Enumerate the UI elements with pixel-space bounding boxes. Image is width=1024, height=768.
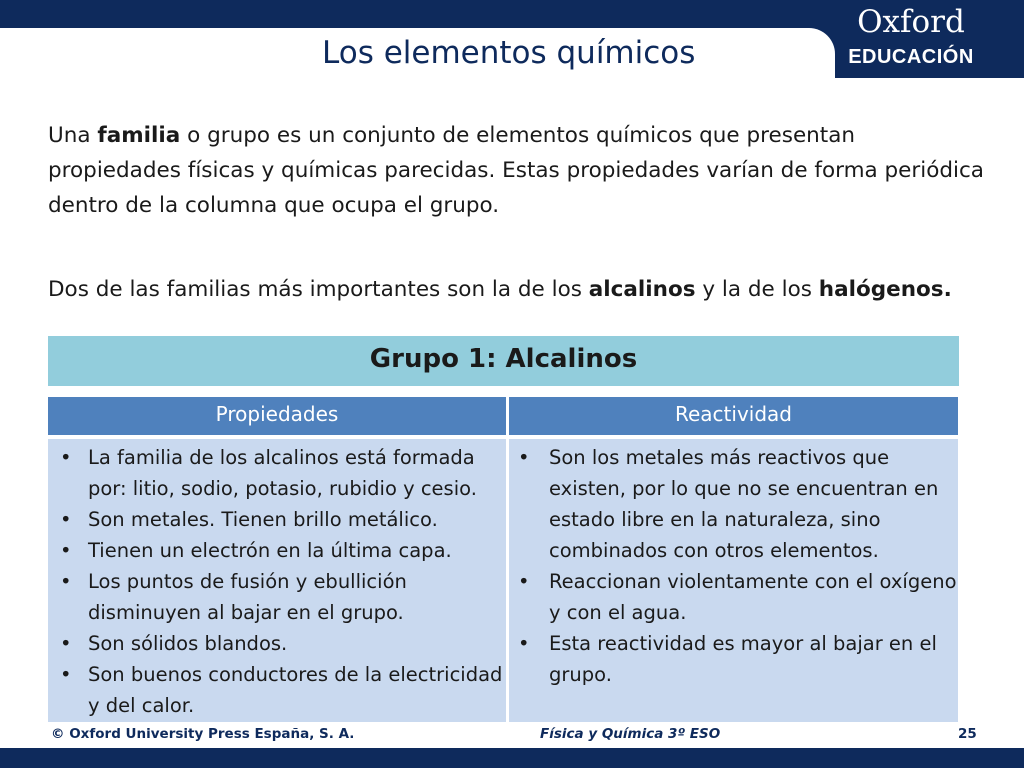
column-header-reactividad: Reactividad [509,397,958,435]
educacion-logo-text: EDUCACIÓN [848,46,974,68]
list-item: • Reaccionan violentamente con el oxígeno y con el agua. [509,566,958,628]
bullet-icon: • [60,539,72,562]
families-bold-alcalinos: alcalinos [588,277,696,302]
list-item: • Esta reactividad es mayor al bajar en el grupo. [509,628,958,690]
propiedades-cell [48,439,506,722]
list-item: • Los puntos de fusión y ebullición disminuyen al bajar en el grupo. [48,566,506,628]
bullet-icon: • [60,508,72,531]
list-item: • Son sólidos blandos. [48,628,506,659]
group-title: Grupo 1: Alcalinos [48,336,959,386]
propiedades-list [48,439,506,721]
list-item: • Son los metales más reactivos que existen, por lo que no se encuentran en estado libre en la naturaleza, sino combinados con otros elementos. [509,442,958,566]
column-header-propiedades: Propiedades [48,397,506,435]
bullet-icon: • [60,570,72,593]
list-item: • La familia de los alcalinos está formada por: litio, sodio, potasio, rubidio y cesio. [48,442,506,504]
families-text-1: Dos de las familias más importantes son la de los [48,277,589,302]
reactividad-list [509,439,958,690]
bullet-icon: • [60,632,72,655]
intro-text-2: o grupo es un conjunto de elementos químicos que presentan propiedades físicas y químicas parecidas. Estas propiedades varían de forma periódica dentro de la columna que ocupa el grupo. [48,123,984,218]
intro-text-1: Una [48,123,98,148]
footer-bar [0,748,1024,768]
bullet-icon: • [518,446,530,469]
oxford-logo-text: Oxford [857,4,965,40]
bullet-icon: • [60,446,72,469]
bullet-icon: • [518,632,530,655]
footer-course: Física y Química 3º ESO [540,726,721,742]
bullet-icon: • [518,570,530,593]
bullet-icon: • [60,663,72,686]
intro-bold-familia: familia [97,123,181,148]
reactividad-cell [509,439,958,722]
list-item: • Tienen un electrón en la última capa. [48,535,506,566]
footer-copyright: © Oxford University Press España, S. A. [51,726,355,742]
families-paragraph [48,274,1008,306]
list-item: • Son metales. Tienen brillo metálico. [48,504,506,535]
families-bold-halogenos: halógenos. [818,277,952,302]
footer-page-number: 25 [958,726,977,742]
slide-title: Los elementos químicos [322,35,696,71]
families-text-2: y la de los [695,277,819,302]
intro-paragraph [48,118,988,223]
list-item: • Son buenos conductores de la electricidad y del calor. [48,659,506,721]
